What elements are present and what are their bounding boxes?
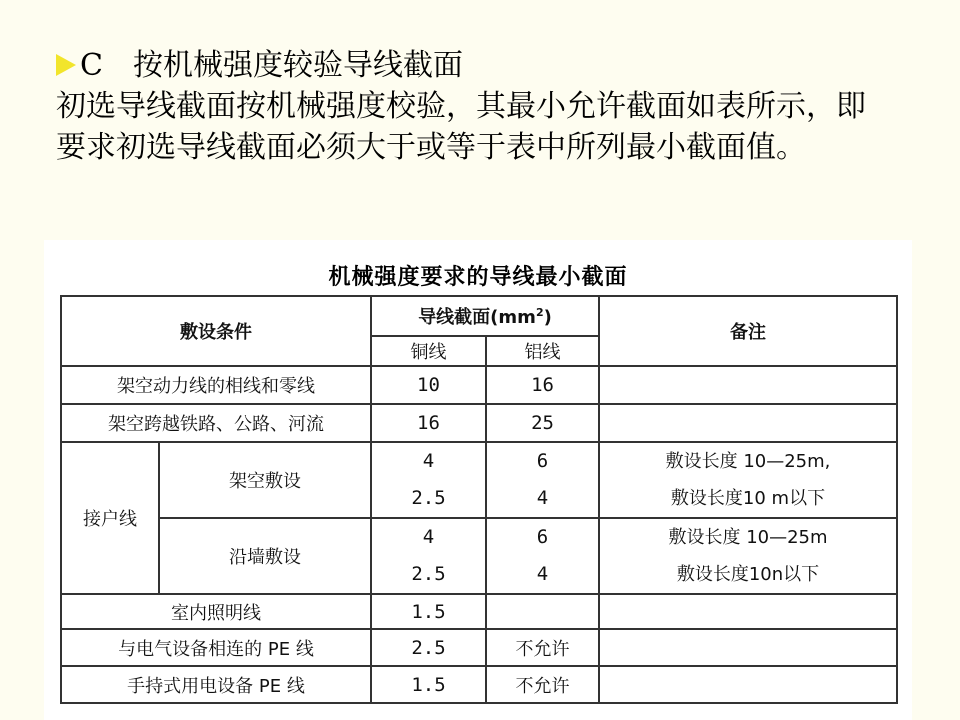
service-method: 沿墙敷设 bbox=[159, 518, 371, 594]
row-copper: 10 bbox=[371, 366, 486, 404]
header-copper: 铜线 bbox=[371, 336, 486, 366]
service-copper: 4 2.5 bbox=[371, 518, 486, 594]
row-condition: 手持式用电设备 PE 线 bbox=[61, 666, 371, 703]
section-heading bbox=[56, 48, 463, 84]
row-note bbox=[599, 366, 897, 404]
row-aluminum: 25 bbox=[486, 404, 599, 442]
service-aluminum: 6 4 bbox=[486, 442, 599, 518]
row-condition: 与电气设备相连的 PE 线 bbox=[61, 629, 371, 666]
row-aluminum: 不允许 bbox=[486, 629, 599, 666]
row-condition: 室内照明线 bbox=[61, 594, 371, 629]
table-row bbox=[61, 629, 897, 666]
heading-title: 按机械强度较验导线截面 bbox=[132, 48, 463, 83]
table-row bbox=[61, 518, 897, 594]
row-copper: 16 bbox=[371, 404, 486, 442]
row-copper: 1.5 bbox=[371, 666, 486, 703]
row-note bbox=[599, 666, 897, 703]
arrow-bullet-icon bbox=[56, 54, 76, 76]
table-row bbox=[61, 404, 897, 442]
row-note bbox=[599, 629, 897, 666]
min-cross-section-table bbox=[60, 295, 898, 704]
header-note: 备注 bbox=[599, 296, 897, 366]
body-paragraph: 初选导线截面按机械强度校验，其最小允许截面如表所示，即要求初选导线截面必须大于或等于表中所列最小截面值。 bbox=[56, 89, 866, 165]
table-row bbox=[61, 594, 897, 629]
row-aluminum: 16 bbox=[486, 366, 599, 404]
row-copper: 2.5 bbox=[371, 629, 486, 666]
table-row bbox=[61, 442, 897, 518]
service-line-label: 接户线 bbox=[61, 442, 159, 594]
service-method: 架空敷设 bbox=[159, 442, 371, 518]
row-copper: 1.5 bbox=[371, 594, 486, 629]
row-aluminum: 不允许 bbox=[486, 666, 599, 703]
row-note bbox=[599, 404, 897, 442]
header-condition: 敷设条件 bbox=[61, 296, 371, 366]
service-copper: 4 2.5 bbox=[371, 442, 486, 518]
table-title: 机械强度要求的导线最小截面 bbox=[328, 265, 628, 290]
table-row bbox=[61, 666, 897, 703]
table-panel bbox=[44, 240, 912, 720]
row-note bbox=[599, 594, 897, 629]
row-condition: 架空动力线的相线和零线 bbox=[61, 366, 371, 404]
row-aluminum bbox=[486, 594, 599, 629]
header-section: 导线截面$(mm^2)$ bbox=[371, 296, 599, 336]
service-note: 敷设长度 10—25m, 敷设长度10 m以下 bbox=[599, 442, 897, 518]
row-condition: 架空跨越铁路、公路、河流 bbox=[61, 404, 371, 442]
service-note: 敷设长度 10—25m 敷设长度10n以下 bbox=[599, 518, 897, 594]
heading-letter: C bbox=[80, 48, 103, 83]
table-row bbox=[61, 366, 897, 404]
service-aluminum: 6 4 bbox=[486, 518, 599, 594]
header-aluminum: 铝线 bbox=[486, 336, 599, 366]
